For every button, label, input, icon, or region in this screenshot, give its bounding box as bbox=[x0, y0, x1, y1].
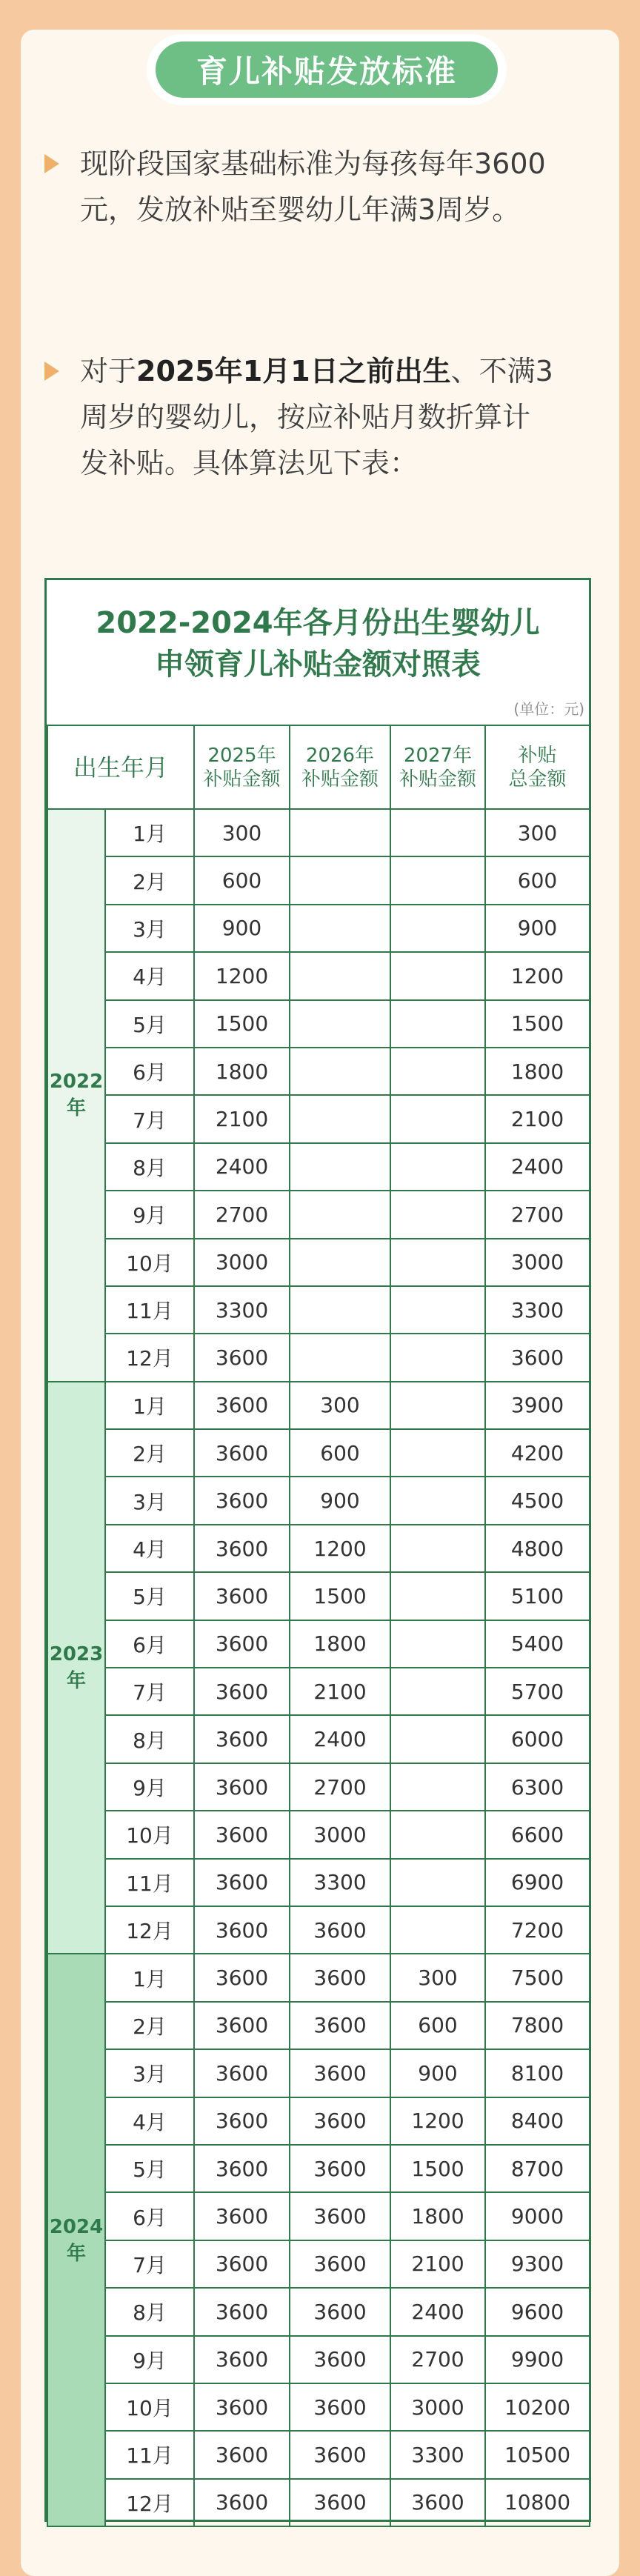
month-cell: 8月 bbox=[105, 1715, 194, 1763]
month-cell: 6月 bbox=[105, 1620, 194, 1668]
month-cell: 6月 bbox=[105, 2192, 194, 2240]
month-cell: 2月 bbox=[105, 2002, 194, 2049]
amount-2026-cell: 3600 bbox=[290, 2431, 390, 2478]
total-cell: 5400 bbox=[485, 1620, 590, 1668]
amount-2027-cell bbox=[390, 1286, 485, 1334]
amount-2025-cell: 3600 bbox=[194, 2097, 290, 2145]
table-title-line1: 2022-2024年各月份出生婴幼儿 bbox=[96, 606, 540, 640]
month-cell: 4月 bbox=[105, 952, 194, 999]
bullet-prefix: 对于 bbox=[80, 355, 137, 387]
page-title: 育儿补贴发放标准 bbox=[156, 41, 498, 98]
month-cell: 2月 bbox=[105, 1429, 194, 1477]
total-cell: 1500 bbox=[485, 1000, 590, 1048]
amount-2027-cell bbox=[390, 1859, 485, 1906]
amount-2027-cell bbox=[390, 1572, 485, 1620]
amount-2025-cell: 1800 bbox=[194, 1048, 290, 1095]
amount-2027-cell bbox=[390, 1525, 485, 1572]
table-row bbox=[47, 1477, 590, 1524]
table-row bbox=[47, 1859, 590, 1906]
table-row bbox=[47, 1906, 590, 1954]
month-cell: 3月 bbox=[105, 1477, 194, 1524]
table-row bbox=[47, 2097, 590, 2145]
total-cell: 4200 bbox=[485, 1429, 590, 1477]
amount-2027-cell bbox=[390, 1143, 485, 1191]
amount-2026-cell: 1800 bbox=[290, 1620, 390, 1668]
amount-2025-cell: 3600 bbox=[194, 2145, 290, 2192]
amount-2027-cell bbox=[390, 1382, 485, 1429]
amount-2027-cell: 2400 bbox=[390, 2288, 485, 2335]
subsidy-table-panel bbox=[44, 578, 591, 2522]
table-row bbox=[47, 952, 590, 999]
amount-2026-cell bbox=[290, 1239, 390, 1286]
total-cell: 900 bbox=[485, 905, 590, 952]
amount-2025-cell: 1200 bbox=[194, 952, 290, 999]
bullet-bold-date: 2025年1月1日之前出生 bbox=[136, 355, 451, 387]
amount-2026-cell: 3600 bbox=[290, 2383, 390, 2431]
table-row bbox=[47, 2049, 590, 2097]
total-cell: 3600 bbox=[485, 1334, 590, 1381]
amount-2027-cell bbox=[390, 856, 485, 904]
amount-2025-cell: 1500 bbox=[194, 1000, 290, 1048]
total-cell: 1800 bbox=[485, 1048, 590, 1095]
amount-2027-cell bbox=[390, 1334, 485, 1381]
total-cell: 6300 bbox=[485, 1763, 590, 1811]
month-cell: 1月 bbox=[105, 1954, 194, 2001]
amount-2025-cell: 3600 bbox=[194, 2002, 290, 2049]
amount-2026-cell: 3600 bbox=[290, 2049, 390, 2097]
month-cell: 12月 bbox=[105, 1906, 194, 1954]
amount-2026-cell bbox=[290, 952, 390, 999]
bullet-text: 现阶段国家基础标准为每孩每年3600元，发放补贴至婴幼儿年满3周岁。 bbox=[80, 147, 546, 226]
amount-2026-cell: 3600 bbox=[290, 2336, 390, 2383]
amount-2026-cell bbox=[290, 1048, 390, 1095]
table-row bbox=[47, 1048, 590, 1095]
month-cell: 4月 bbox=[105, 1525, 194, 1572]
amount-2027-cell bbox=[390, 1620, 485, 1668]
amount-2025-cell: 3600 bbox=[194, 1382, 290, 1429]
total-cell: 8100 bbox=[485, 2049, 590, 2097]
amount-2025-cell: 3600 bbox=[194, 1811, 290, 1858]
amount-2027-cell bbox=[390, 1429, 485, 1477]
total-cell: 10500 bbox=[485, 2431, 590, 2478]
table-row bbox=[47, 1286, 590, 1334]
year-suffix: 年 bbox=[66, 2242, 86, 2265]
month-cell: 7月 bbox=[105, 1095, 194, 1142]
total-cell: 9900 bbox=[485, 2336, 590, 2383]
amount-2026-cell: 3300 bbox=[290, 1859, 390, 1906]
total-cell: 2100 bbox=[485, 1095, 590, 1142]
amount-2025-cell: 3600 bbox=[194, 1477, 290, 1524]
amount-2025-cell: 3600 bbox=[194, 1859, 290, 1906]
amount-2027-cell bbox=[390, 1906, 485, 1954]
table-row bbox=[47, 1954, 590, 2001]
amount-2026-cell: 3600 bbox=[290, 2145, 390, 2192]
table-header-row bbox=[47, 725, 590, 809]
amount-2027-cell bbox=[390, 1095, 485, 1142]
total-cell: 3900 bbox=[485, 1382, 590, 1429]
amount-2027-cell bbox=[390, 905, 485, 952]
amount-2026-cell bbox=[290, 1095, 390, 1142]
table-row bbox=[47, 1620, 590, 1668]
amount-2026-cell bbox=[290, 1143, 390, 1191]
amount-2027-cell bbox=[390, 1048, 485, 1095]
amount-2025-cell: 2100 bbox=[194, 1095, 290, 1142]
month-cell: 2月 bbox=[105, 856, 194, 904]
month-cell: 10月 bbox=[105, 1239, 194, 1286]
table-row bbox=[47, 809, 590, 856]
amount-2026-cell: 900 bbox=[290, 1477, 390, 1524]
table-title bbox=[47, 602, 589, 685]
amount-2025-cell: 3600 bbox=[194, 2383, 290, 2431]
amount-2026-cell: 3600 bbox=[290, 2288, 390, 2335]
amount-2025-cell: 3600 bbox=[194, 1334, 290, 1381]
amount-2026-cell: 3600 bbox=[290, 2097, 390, 2145]
amount-2027-cell: 600 bbox=[390, 2002, 485, 2049]
amount-2026-cell: 3600 bbox=[290, 2240, 390, 2288]
table-row bbox=[47, 1715, 590, 1763]
amount-2027-cell bbox=[390, 1000, 485, 1048]
table-row bbox=[47, 2192, 590, 2240]
month-cell: 11月 bbox=[105, 2431, 194, 2478]
amount-2025-cell: 3600 bbox=[194, 1906, 290, 1954]
amount-2026-cell bbox=[290, 1334, 390, 1381]
month-cell: 7月 bbox=[105, 1668, 194, 1715]
total-cell: 7500 bbox=[485, 1954, 590, 2001]
total-cell: 2700 bbox=[485, 1191, 590, 1238]
month-cell: 9月 bbox=[105, 1763, 194, 1811]
total-cell: 5100 bbox=[485, 1572, 590, 1620]
amount-2025-cell: 600 bbox=[194, 856, 290, 904]
total-cell: 5700 bbox=[485, 1668, 590, 1715]
table-row bbox=[47, 1429, 590, 1477]
amount-2025-cell: 300 bbox=[194, 809, 290, 856]
amount-2025-cell: 3300 bbox=[194, 1286, 290, 1334]
unit-label: (单位：元) bbox=[513, 700, 584, 718]
amount-2027-cell bbox=[390, 952, 485, 999]
table-row bbox=[47, 2145, 590, 2192]
month-cell: 12月 bbox=[105, 1334, 194, 1381]
total-cell: 4800 bbox=[485, 1525, 590, 1572]
year-number: 2023 bbox=[49, 1643, 104, 1666]
amount-2027-cell bbox=[390, 809, 485, 856]
year-cell bbox=[47, 1382, 105, 1954]
amount-2025-cell: 3600 bbox=[194, 1668, 290, 1715]
month-cell: 9月 bbox=[105, 1191, 194, 1238]
bullet-calculation bbox=[80, 348, 554, 486]
amount-2026-cell: 1200 bbox=[290, 1525, 390, 1572]
year-cell bbox=[47, 809, 105, 1382]
amount-2026-cell: 1500 bbox=[290, 1572, 390, 1620]
table-row bbox=[47, 905, 590, 952]
amount-2027-cell bbox=[390, 1763, 485, 1811]
amount-2027-cell: 3600 bbox=[390, 2479, 485, 2526]
amount-2025-cell: 3600 bbox=[194, 2049, 290, 2097]
month-cell: 11月 bbox=[105, 1859, 194, 1906]
total-cell: 3300 bbox=[485, 1286, 590, 1334]
bullet-standard bbox=[80, 141, 554, 233]
table-row bbox=[47, 1811, 590, 1858]
month-cell: 9月 bbox=[105, 2336, 194, 2383]
amount-2025-cell: 3600 bbox=[194, 2288, 290, 2335]
table-body bbox=[47, 809, 590, 2526]
month-cell: 8月 bbox=[105, 2288, 194, 2335]
amount-2026-cell bbox=[290, 1191, 390, 1238]
header-2027: 2027年 补贴金额 bbox=[390, 725, 485, 809]
amount-2025-cell: 2400 bbox=[194, 1143, 290, 1191]
month-cell: 12月 bbox=[105, 2479, 194, 2526]
year-suffix: 年 bbox=[66, 1097, 86, 1120]
amount-2026-cell: 2100 bbox=[290, 1668, 390, 1715]
amount-2027-cell bbox=[390, 1191, 485, 1238]
total-cell: 7200 bbox=[485, 1906, 590, 1954]
table-row bbox=[47, 1239, 590, 1286]
month-cell: 4月 bbox=[105, 2097, 194, 2145]
amount-2025-cell: 3000 bbox=[194, 1239, 290, 1286]
total-cell: 300 bbox=[485, 809, 590, 856]
amount-2025-cell: 3600 bbox=[194, 2431, 290, 2478]
amount-2026-cell: 3600 bbox=[290, 1954, 390, 2001]
amount-2026-cell bbox=[290, 1286, 390, 1334]
amount-2026-cell: 2700 bbox=[290, 1763, 390, 1811]
total-cell: 8700 bbox=[485, 2145, 590, 2192]
amount-2027-cell: 900 bbox=[390, 2049, 485, 2097]
month-cell: 1月 bbox=[105, 809, 194, 856]
header-2025: 2025年 补贴金额 bbox=[194, 725, 290, 809]
amount-2027-cell: 1500 bbox=[390, 2145, 485, 2192]
total-cell: 10200 bbox=[485, 2383, 590, 2431]
total-cell: 2400 bbox=[485, 1143, 590, 1191]
table-row bbox=[47, 2336, 590, 2383]
month-cell: 3月 bbox=[105, 2049, 194, 2097]
month-cell: 8月 bbox=[105, 1143, 194, 1191]
total-cell: 7800 bbox=[485, 2002, 590, 2049]
amount-2025-cell: 2700 bbox=[194, 1191, 290, 1238]
amount-2025-cell: 3600 bbox=[194, 1715, 290, 1763]
amount-2027-cell: 1200 bbox=[390, 2097, 485, 2145]
table-title-line2: 申领育儿补贴金额对照表 bbox=[155, 648, 481, 682]
total-cell: 6000 bbox=[485, 1715, 590, 1763]
table-row bbox=[47, 2479, 590, 2526]
amount-2025-cell: 900 bbox=[194, 905, 290, 952]
month-cell: 10月 bbox=[105, 2383, 194, 2431]
month-cell: 5月 bbox=[105, 1572, 194, 1620]
amount-2027-cell: 1800 bbox=[390, 2192, 485, 2240]
total-cell: 3000 bbox=[485, 1239, 590, 1286]
table-row bbox=[47, 2240, 590, 2288]
total-cell: 9000 bbox=[485, 2192, 590, 2240]
year-cell bbox=[47, 1954, 105, 2526]
amount-2027-cell bbox=[390, 1239, 485, 1286]
table-row bbox=[47, 2288, 590, 2335]
month-cell: 5月 bbox=[105, 1000, 194, 1048]
amount-2026-cell: 3000 bbox=[290, 1811, 390, 1858]
table-row bbox=[47, 1763, 590, 1811]
total-cell: 9600 bbox=[485, 2288, 590, 2335]
amount-2026-cell: 300 bbox=[290, 1382, 390, 1429]
table-row bbox=[47, 1668, 590, 1715]
month-cell: 3月 bbox=[105, 905, 194, 952]
amount-2026-cell bbox=[290, 1000, 390, 1048]
subsidy-table bbox=[47, 725, 590, 2527]
table-row bbox=[47, 1143, 590, 1191]
table-row bbox=[47, 1525, 590, 1572]
amount-2025-cell: 3600 bbox=[194, 2240, 290, 2288]
amount-2026-cell bbox=[290, 856, 390, 904]
month-cell: 7月 bbox=[105, 2240, 194, 2288]
table-row bbox=[47, 2431, 590, 2478]
month-cell: 10月 bbox=[105, 1811, 194, 1858]
header-birth-month: 出生年月 bbox=[47, 725, 194, 809]
amount-2026-cell: 3600 bbox=[290, 2479, 390, 2526]
amount-2027-cell bbox=[390, 1811, 485, 1858]
total-cell: 10800 bbox=[485, 2479, 590, 2526]
amount-2025-cell: 3600 bbox=[194, 1954, 290, 2001]
amount-2026-cell bbox=[290, 905, 390, 952]
month-cell: 1月 bbox=[105, 1382, 194, 1429]
table-row bbox=[47, 1572, 590, 1620]
table-row bbox=[47, 856, 590, 904]
amount-2026-cell: 3600 bbox=[290, 1906, 390, 1954]
triangle-bullet-icon bbox=[44, 362, 59, 381]
amount-2025-cell: 3600 bbox=[194, 2192, 290, 2240]
amount-2025-cell: 3600 bbox=[194, 1525, 290, 1572]
table-row bbox=[47, 2383, 590, 2431]
amount-2025-cell: 3600 bbox=[194, 1429, 290, 1477]
total-cell: 6600 bbox=[485, 1811, 590, 1858]
amount-2025-cell: 3600 bbox=[194, 1620, 290, 1668]
total-cell: 4500 bbox=[485, 1477, 590, 1524]
header-total: 补贴 总金额 bbox=[485, 725, 590, 809]
table-row bbox=[47, 1191, 590, 1238]
table-row bbox=[47, 2002, 590, 2049]
year-suffix: 年 bbox=[66, 1670, 86, 1693]
total-cell: 600 bbox=[485, 856, 590, 904]
amount-2025-cell: 3600 bbox=[194, 2336, 290, 2383]
amount-2025-cell: 3600 bbox=[194, 2479, 290, 2526]
table-row bbox=[47, 1095, 590, 1142]
table-row bbox=[47, 1000, 590, 1048]
amount-2027-cell: 2100 bbox=[390, 2240, 485, 2288]
amount-2025-cell: 3600 bbox=[194, 1572, 290, 1620]
amount-2026-cell: 3600 bbox=[290, 2002, 390, 2049]
amount-2027-cell bbox=[390, 1715, 485, 1763]
amount-2026-cell: 3600 bbox=[290, 2192, 390, 2240]
total-cell: 8400 bbox=[485, 2097, 590, 2145]
total-cell: 1200 bbox=[485, 952, 590, 999]
month-cell: 11月 bbox=[105, 1286, 194, 1334]
year-number: 2022 bbox=[49, 1071, 104, 1094]
amount-2027-cell bbox=[390, 1477, 485, 1524]
amount-2026-cell: 600 bbox=[290, 1429, 390, 1477]
total-cell: 6900 bbox=[485, 1859, 590, 1906]
amount-2027-cell: 300 bbox=[390, 1954, 485, 2001]
amount-2027-cell: 2700 bbox=[390, 2336, 485, 2383]
month-cell: 5月 bbox=[105, 2145, 194, 2192]
amount-2026-cell bbox=[290, 809, 390, 856]
triangle-bullet-icon bbox=[44, 154, 59, 173]
month-cell: 6月 bbox=[105, 1048, 194, 1095]
table-row bbox=[47, 1334, 590, 1381]
bullet-suffix: 、不满3周岁的婴幼儿，按应补贴月数折算计发补贴。具体算法见下表： bbox=[80, 355, 553, 479]
total-cell: 9300 bbox=[485, 2240, 590, 2288]
amount-2027-cell: 3000 bbox=[390, 2383, 485, 2431]
amount-2027-cell: 3300 bbox=[390, 2431, 485, 2478]
amount-2025-cell: 3600 bbox=[194, 1763, 290, 1811]
table-row bbox=[47, 1382, 590, 1429]
amount-2026-cell: 2400 bbox=[290, 1715, 390, 1763]
amount-2027-cell bbox=[390, 1668, 485, 1715]
year-number: 2024 bbox=[49, 2215, 104, 2238]
header-2026: 2026年 补贴金额 bbox=[290, 725, 390, 809]
